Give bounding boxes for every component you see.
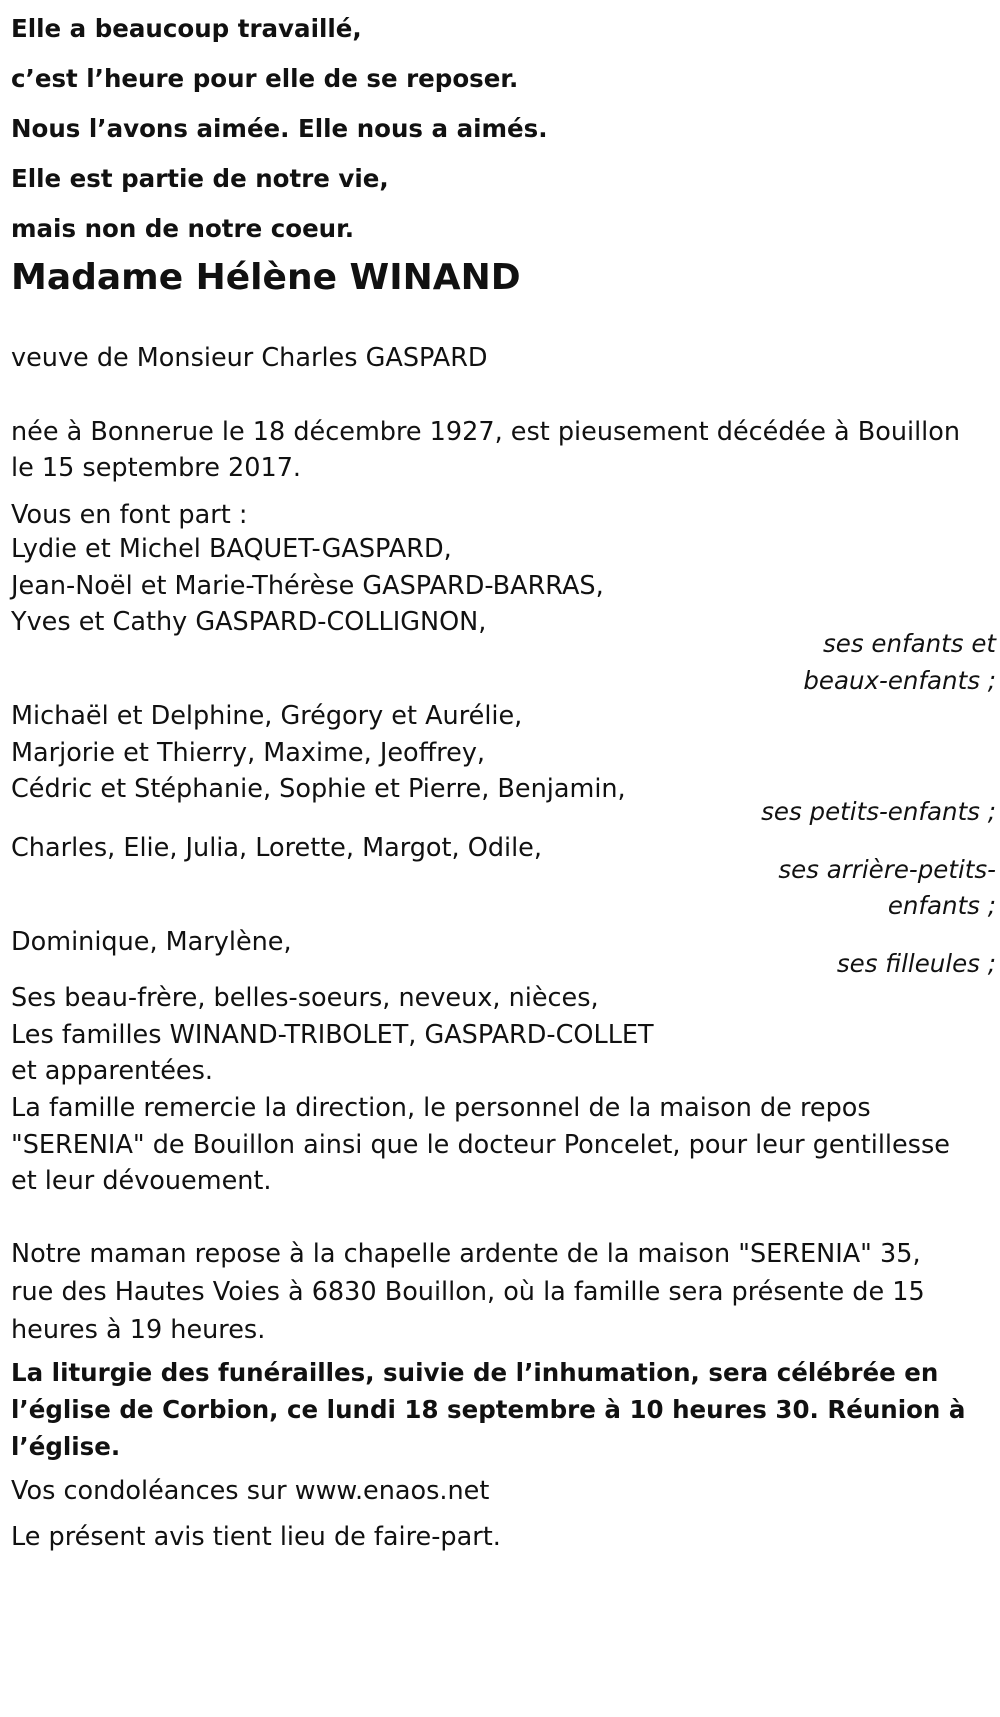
text-line: Ses beau-frère, belles-soeurs, neveux, nièces, xyxy=(11,983,599,1013)
text-line: Les familles WINAND-TRIBOLET, GASPARD-COLLET xyxy=(11,1019,654,1050)
text-line: Notre maman repose à la chapelle ardente de la maison "SERENIA" 35, xyxy=(11,1239,921,1269)
poem xyxy=(11,4,548,254)
list-item: Michaël et Delphine, Grégory et Aurélie, xyxy=(11,701,523,731)
birth-death-paragraph xyxy=(11,412,960,488)
announcement-intro: Vous en font part : xyxy=(11,500,248,530)
thanks-paragraph xyxy=(11,1090,950,1200)
list-item: Yves et Cathy GASPARD-COLLIGNON, xyxy=(11,607,487,637)
text-line: heures à 19 heures. xyxy=(11,1315,266,1345)
text-line: La famille remercie la direction, le personnel de la maison de repos xyxy=(11,1093,871,1123)
funeral-paragraph xyxy=(11,1354,965,1465)
list-item: Cédric et Stéphanie, Sophie et Pierre, Benjamin, xyxy=(11,774,626,804)
list-item: Lydie et Michel BAQUET-GASPARD, xyxy=(11,534,452,564)
widow-of: veuve de Monsieur Charles GASPARD xyxy=(11,343,488,373)
poem-line: c’est l’heure pour elle de se reposer. xyxy=(11,64,519,93)
poem-line: mais non de notre coeur. xyxy=(11,214,355,243)
text-line: le 15 septembre 2017. xyxy=(11,453,302,483)
list-item: Jean-Noël et Marie-Thérèse GASPARD-BARRAS, xyxy=(11,570,604,601)
text-line: l’église. xyxy=(11,1432,121,1461)
great-grandchildren-role: enfants ; xyxy=(887,891,996,920)
poem-line: Elle a beaucoup travaillé, xyxy=(11,14,362,43)
text-line: "SERENIA" de Bouillon ainsi que le docteur Poncelet, pour leur gentillesse xyxy=(11,1129,950,1160)
text-line: l’église de Corbion, ce lundi 18 septembre à 10 heures 30. Réunion à xyxy=(11,1395,966,1424)
goddaughters-role: ses filleules ; xyxy=(836,949,996,978)
deceased-name: Madame Hélène WINAND xyxy=(11,257,521,298)
poem-line: Elle est partie de notre vie, xyxy=(11,164,389,193)
extended-family xyxy=(11,980,654,1090)
list-item: Marjorie et Thierry, Maxime, Jeoffrey, xyxy=(11,737,486,768)
text-line: rue des Hautes Voies à 6830 Bouillon, où la famille sera présente de 15 xyxy=(11,1277,925,1307)
text-line: La liturgie des funérailles, suivie de l’inhumation, sera célébrée en xyxy=(11,1358,939,1387)
great-grandchildren-list: Charles, Elie, Julia, Lorette, Margot, Odile, xyxy=(11,833,542,863)
great-grandchildren-role: ses arrière-petits- xyxy=(778,855,996,884)
viewing-paragraph xyxy=(11,1235,925,1349)
grandchildren-role: ses petits-enfants ; xyxy=(761,797,996,826)
grandchildren-list xyxy=(11,698,626,808)
poem-line: Nous l’avons aimée. Elle nous a aimés. xyxy=(11,114,548,143)
text-line: et leur dévouement. xyxy=(11,1166,272,1196)
children-role: beaux-enfants ; xyxy=(803,666,996,695)
text-line: née à Bonnerue le 18 décembre 1927, est pieusement décédée à Bouillon xyxy=(11,417,961,447)
children-list xyxy=(11,531,604,641)
condolences-line: Vos condoléances sur www.enaos.net xyxy=(11,1476,490,1506)
text-line: et apparentées. xyxy=(11,1056,213,1086)
children-role: ses enfants et xyxy=(823,629,996,658)
notice-line: Le présent avis tient lieu de faire-part. xyxy=(11,1522,501,1552)
goddaughters-list: Dominique, Marylène, xyxy=(11,927,292,957)
